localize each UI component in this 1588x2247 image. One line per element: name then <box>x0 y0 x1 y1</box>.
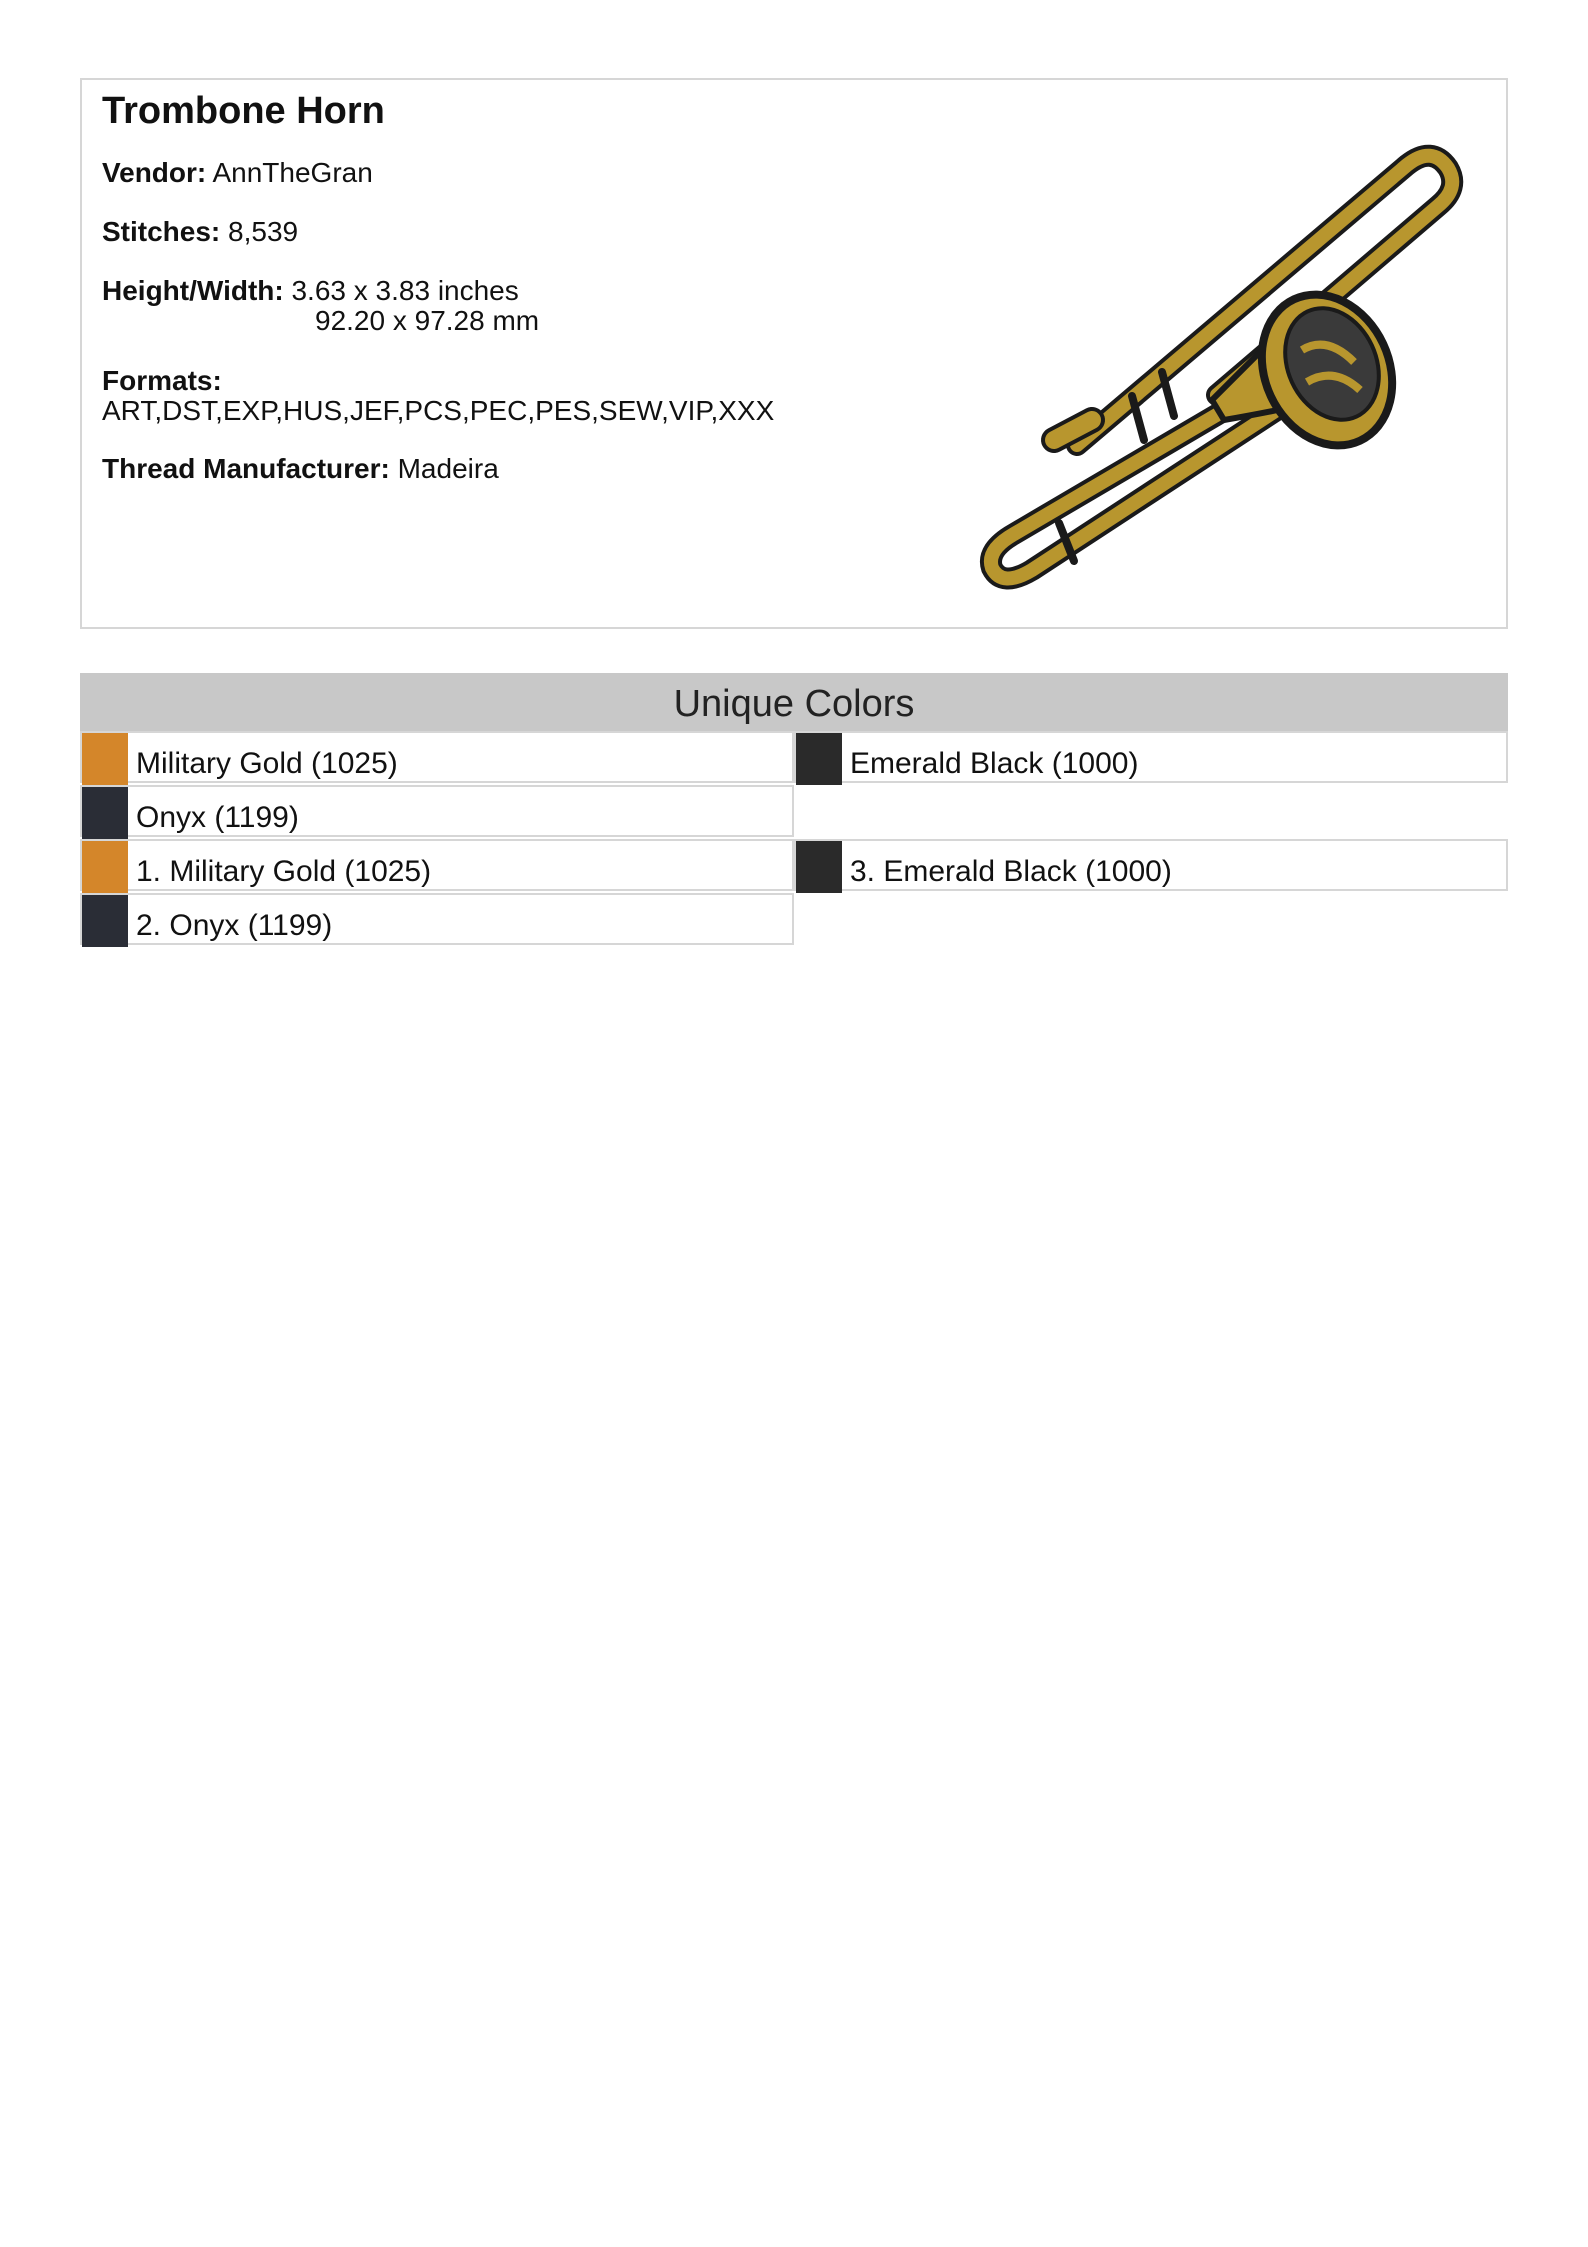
vendor-value: AnnTheGran <box>212 157 373 188</box>
stitches-label: Stitches: <box>102 216 221 247</box>
color-swatch <box>82 733 128 785</box>
vendor-row <box>102 158 373 188</box>
color-label: 1. Military Gold (1025) <box>136 855 432 888</box>
color-swatch <box>82 895 128 947</box>
color-label: 2. Onyx (1199) <box>136 909 333 942</box>
height-width-label: Height/Width: <box>102 275 284 306</box>
color-swatch <box>82 787 128 839</box>
height-width-mm: 92.20 x 97.28 mm <box>315 305 540 336</box>
stitches-row <box>102 217 298 247</box>
formats-value: ART,DST,EXP,HUS,JEF,PCS,PEC,PES,SEW,VIP,XXX <box>102 395 775 426</box>
stitches-value: 8,539 <box>228 216 299 247</box>
thread-label: Thread Manufacturer: <box>102 453 390 484</box>
height-width-row <box>102 275 540 336</box>
trombone-image <box>962 100 1492 620</box>
vendor-label: Vendor: <box>102 157 207 188</box>
height-width-inches: 3.63 x 3.83 inches <box>291 275 519 306</box>
formats-row <box>102 366 774 426</box>
sequence-cell-3 <box>794 839 1508 891</box>
formats-label: Formats: <box>102 365 222 396</box>
color-cell-emerald-black <box>794 731 1508 783</box>
color-cell-military-gold <box>80 731 794 783</box>
design-info-card <box>80 78 1508 629</box>
thread-value: Madeira <box>397 453 499 484</box>
sequence-cell-2 <box>80 893 794 945</box>
color-cell-onyx <box>80 785 794 837</box>
unique-colors-table <box>80 673 1508 942</box>
color-swatch <box>796 841 842 893</box>
sequence-cell-1 <box>80 839 794 891</box>
color-label: 3. Emerald Black (1000) <box>850 855 1172 888</box>
design-title: Trombone Horn <box>102 90 385 132</box>
unique-colors-header: Unique Colors <box>80 673 1508 731</box>
color-label: Emerald Black (1000) <box>850 747 1139 780</box>
color-swatch <box>796 733 842 785</box>
color-swatch <box>82 841 128 893</box>
color-label: Onyx (1199) <box>136 801 299 834</box>
thread-row <box>102 454 499 484</box>
color-label: Military Gold (1025) <box>136 747 398 780</box>
